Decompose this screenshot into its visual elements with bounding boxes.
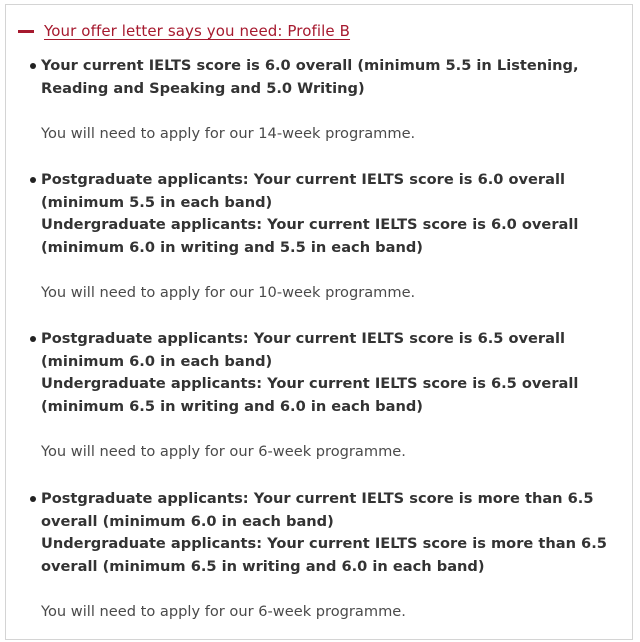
programme-result: You will need to apply for our 10-week programme.	[41, 284, 416, 301]
list-item	[30, 488, 620, 623]
bullet-icon	[30, 63, 36, 69]
programme-result: You will need to apply for our 6-week programme.	[41, 443, 406, 460]
list-item	[30, 55, 620, 145]
requirement-undergraduate: Undergraduate applicants: Your current IELTS score is 6.5 overall (minimum 6.5 in writing and 6.0 in each band)	[41, 375, 579, 415]
programme-result: You will need to apply for our 6-week programme.	[41, 603, 406, 620]
accordion-title[interactable]: Your offer letter says you need: Profile B	[44, 22, 351, 40]
requirement-postgraduate: Postgraduate applicants: Your current IELTS score is more than 6.5 overall (minimum 6.0 in each band)	[41, 490, 594, 530]
requirement-undergraduate: Undergraduate applicants: Your current IELTS score is more than 6.5 overall (minimum 6.5 in writing and 6.0 in each band)	[41, 535, 607, 575]
requirement-postgraduate: Postgraduate applicants: Your current IELTS score is 6.5 overall (minimum 6.0 in each band)	[41, 330, 565, 370]
requirement-undergraduate: Undergraduate applicants: Your current IELTS score is 6.0 overall (minimum 6.0 in writing and 5.5 in each band)	[41, 216, 579, 256]
list-item	[30, 169, 620, 304]
requirement-text: Your current IELTS score is 6.0 overall (minimum 5.5 in Listening, Reading and Speaking and 5.0 Writing)	[41, 57, 579, 97]
bullet-icon	[30, 177, 36, 183]
bullet-icon	[30, 336, 36, 342]
list-item	[30, 328, 620, 463]
requirement-postgraduate: Postgraduate applicants: Your current IELTS score is 6.0 overall (minimum 5.5 in each band)	[41, 171, 565, 211]
programme-result: You will need to apply for our 14-week programme.	[41, 125, 416, 142]
programme-options-list	[6, 5, 632, 639]
accordion-panel	[5, 4, 633, 640]
bullet-icon	[30, 496, 36, 502]
